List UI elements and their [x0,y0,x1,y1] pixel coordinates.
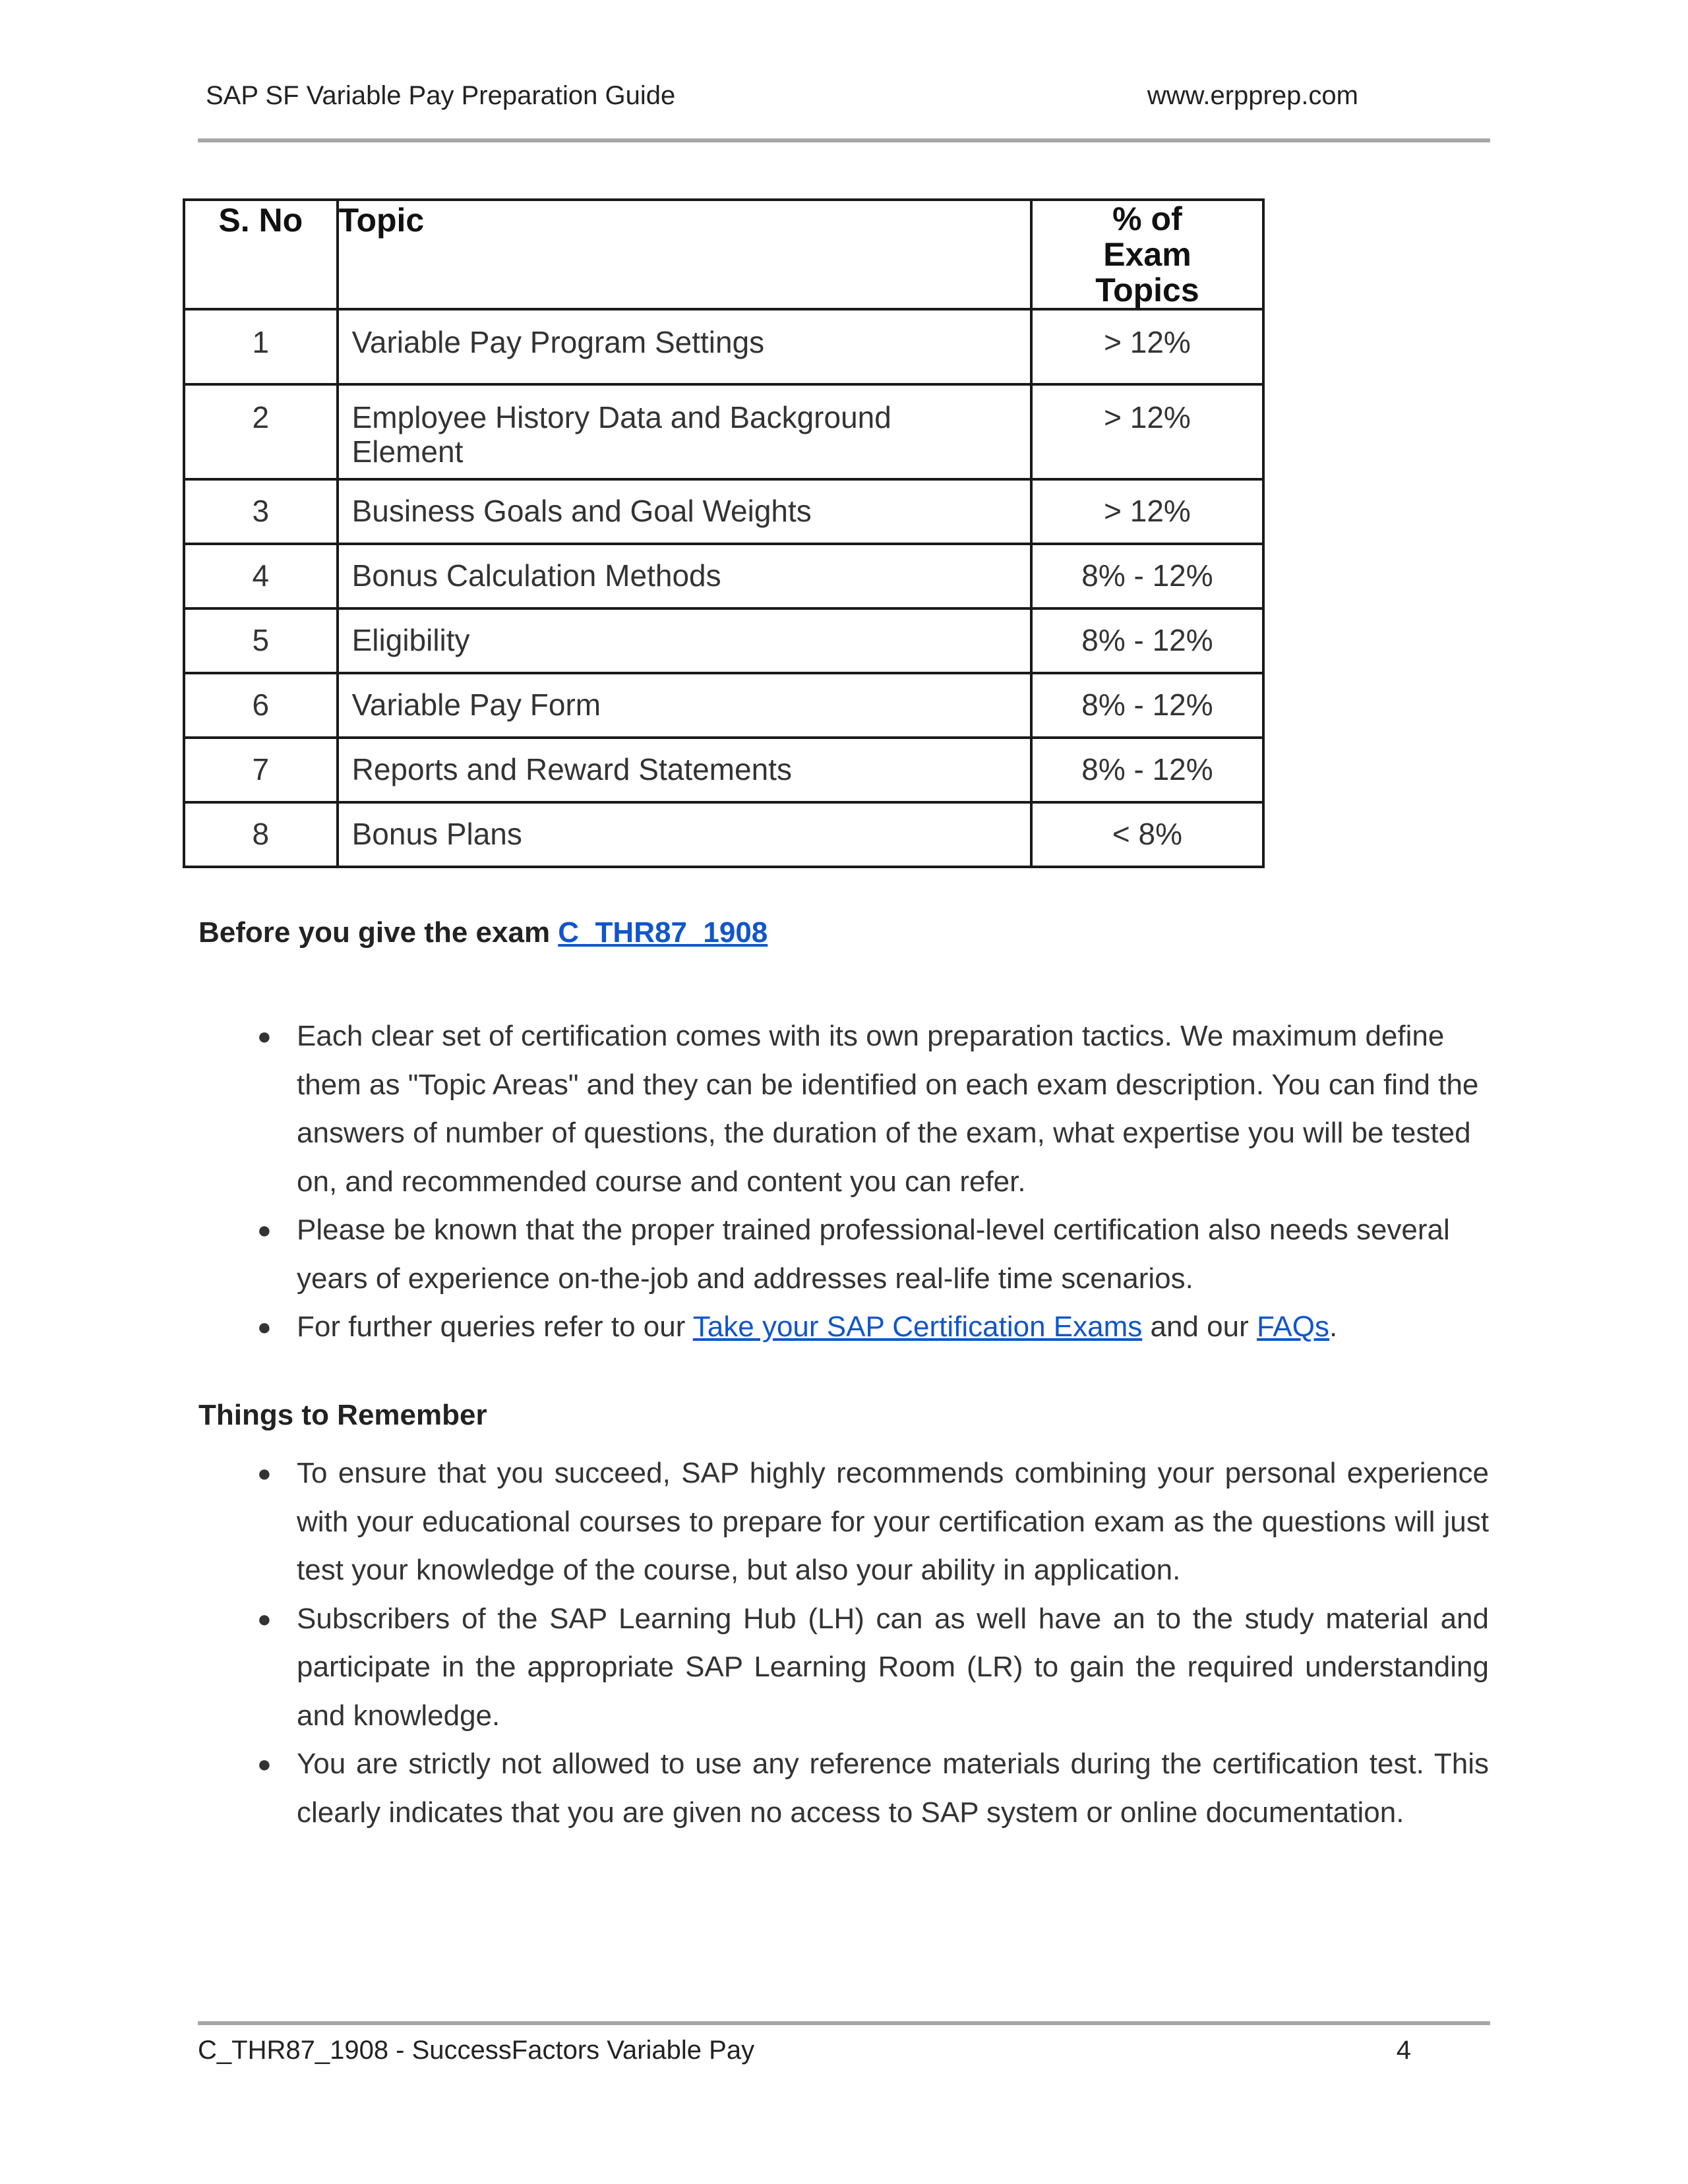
cell-percent: 8% - 12% [1031,673,1263,738]
cell-topic: Business Goals and Goal Weights [338,479,1031,544]
bullet-icon: ● [257,1605,272,1632]
footer-divider [198,2021,1490,2025]
list-item: ● You are strictly not allowed to use any reference materials during the certification test. This clearly indicates that you are given no access to SAP system or online documentation. [297,1740,1489,1837]
bullet-icon: ● [257,1022,272,1049]
cell-sno: 3 [184,479,338,544]
cell-percent: > 12% [1031,384,1263,479]
before-exam-list [257,1012,1489,1351]
bullet-icon: ● [257,1216,272,1243]
certification-exams-link[interactable]: Take your SAP Certification Exams [692,1311,1143,1343]
header-title: SAP SF Variable Pay Preparation Guide [206,81,676,110]
list-item: ● Subscribers of the SAP Learning Hub (LH) can as well have an to the study material and participate in the appropriate SAP Learning Room (LR) to gain the required understanding and knowledge. [297,1595,1489,1740]
table-row [184,309,1263,384]
cell-topic: Bonus Plans [338,802,1031,867]
column-header-percent: % of Exam Topics [1031,200,1263,309]
cell-sno: 1 [184,309,338,384]
bullet-icon: ● [257,1313,272,1340]
bullet-icon: ● [257,1750,272,1777]
table-header-row [184,200,1263,309]
cell-sno: 6 [184,673,338,738]
page-footer [198,2036,1411,2065]
before-exam-heading: Before you give the exam C_THR87_1908 [198,916,768,949]
cell-sno: 7 [184,738,338,802]
cell-percent: 8% - 12% [1031,738,1263,802]
cell-sno: 8 [184,802,338,867]
table-row [184,479,1263,544]
exam-code-link[interactable]: C_THR87_1908 [558,916,768,949]
cell-topic: Variable Pay Program Settings [338,309,1031,384]
column-header-topic: Topic [338,200,1031,309]
bullet-icon: ● [257,1460,272,1487]
cell-topic: Variable Pay Form [338,673,1031,738]
cell-topic: Bonus Calculation Methods [338,544,1031,608]
page-number: 4 [1396,2036,1411,2065]
cell-percent: > 12% [1031,479,1263,544]
table-row [184,738,1263,802]
cell-sno: 4 [184,544,338,608]
footer-title: C_THR87_1908 - SuccessFactors Variable Pay [198,2036,755,2065]
table-row [184,802,1263,867]
cell-sno: 5 [184,608,338,673]
header-divider [198,138,1490,142]
column-header-sno: S. No [184,200,338,309]
remember-list [257,1449,1489,1837]
table-row [184,608,1263,673]
cell-percent: 8% - 12% [1031,544,1263,608]
cell-percent: 8% - 12% [1031,608,1263,673]
cell-sno: 2 [184,384,338,479]
cell-topic: Employee History Data and Background Element [338,384,1031,479]
page-header [198,77,1424,143]
cell-topic: Reports and Reward Statements [338,738,1031,802]
things-to-remember-heading: Things to Remember [198,1399,487,1431]
cell-topic: Eligibility [338,608,1031,673]
table-row [184,673,1263,738]
table-row [184,384,1263,479]
list-item: ● For further queries refer to our Take your SAP Certification Exams and our FAQs. [297,1303,1489,1351]
exam-topics-table [183,198,1265,868]
table-row [184,544,1263,608]
header-website: www.erpprep.com [1147,81,1358,110]
faqs-link[interactable]: FAQs [1256,1311,1329,1343]
cell-percent: < 8% [1031,802,1263,867]
cell-percent: > 12% [1031,309,1263,384]
list-item: ● Please be known that the proper trained professional-level certification also needs several years of experience on-the-job and addresses real-life time scenarios. [297,1206,1489,1303]
list-item: ● Each clear set of certification comes with its own preparation tactics. We maximum define them as "Topic Areas" and they can be identified on each exam description. You can find the answers of number of questions, the duration of the exam, what expertise you will be tested on, and recommended course and content you can refer. [297,1012,1489,1206]
list-item: ● To ensure that you succeed, SAP highly recommends combining your personal experience with your educational courses to prepare for your certification exam as the questions will just test your knowledge of the course, but also your ability in application. [297,1449,1489,1595]
